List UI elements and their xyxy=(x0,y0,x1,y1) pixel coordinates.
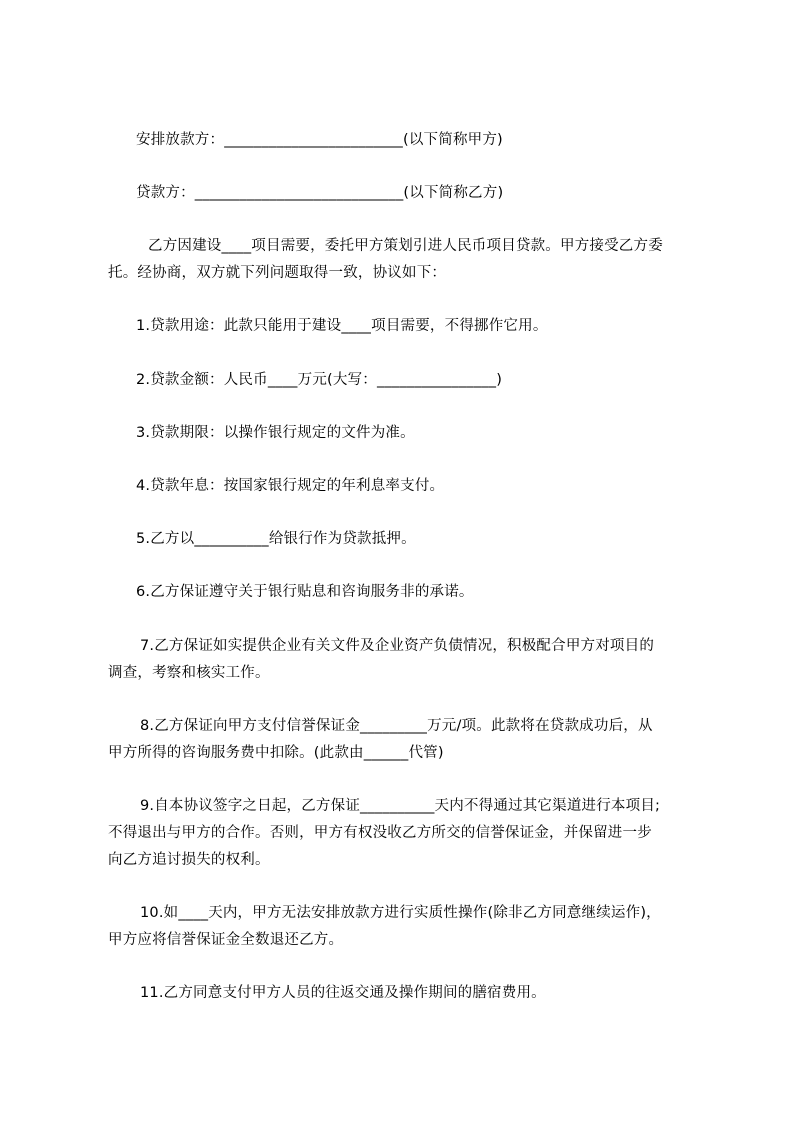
clause-7-line-1: 7.乙方保证如实提供企业有关文件及企业资产负债情况，积极配合甲方对项目的 xyxy=(140,638,655,654)
clause-1: 1.贷款用途：此款只能用于建设____项目需要，不得挪作它用。 xyxy=(136,318,548,334)
clause-5: 5.乙方以__________给银行作为贷款抵押。 xyxy=(136,531,416,547)
clause-10-line-1: 10.如____天内，甲方无法安排放款方进行实质性操作(除非乙方同意继续运作)， xyxy=(140,905,661,921)
party-a-line: 安排放款方：________________________(以下简称甲方) xyxy=(136,132,503,148)
clause-10-line-2: 甲方应将信誉保证金全数退还乙方。 xyxy=(108,932,344,948)
intro-line-2: 托。经协商，双方就下列问题取得一致，协议如下： xyxy=(108,265,447,281)
clause-7-line-2: 调查，考察和核实工作。 xyxy=(108,665,270,681)
intro-line-1: 乙方因建设____项目需要，委托甲方策划引进人民币项目贷款。甲方接受乙方委 xyxy=(148,238,663,254)
clause-9-line-1: 9.自本协议签字之日起，乙方保证__________天内不得通过其它渠道进行本项目; xyxy=(140,798,661,814)
clause-9-line-2: 不得退出与甲方的合作。否则，甲方有权没收乙方所交的信誉保证金，并保留进一步 xyxy=(108,825,652,841)
clause-6: 6.乙方保证遵守关于银行贴息和咨询服务非的承诺。 xyxy=(136,584,474,600)
clause-11: 11.乙方同意支付甲方人员的往返交通及操作期间的膳宿费用。 xyxy=(140,985,546,1001)
clause-2: 2.贷款金额：人民币____万元(大写：________________) xyxy=(136,372,503,388)
clause-8-line-1: 8.乙方保证向甲方支付信誉保证金_________万元/项。此款将在贷款成功后，从 xyxy=(140,718,653,734)
clause-9-line-3: 向乙方追讨损失的权利。 xyxy=(108,852,270,868)
clause-3: 3.贷款期限：以操作银行规定的文件为准。 xyxy=(136,425,415,441)
clause-8-line-2: 甲方所得的咨询服务费中扣除。(此款由______代管) xyxy=(108,745,444,761)
clause-4: 4.贷款年息：按国家银行规定的年利息率支付。 xyxy=(136,478,445,494)
party-b-line: 贷款方：____________________________(以下简称乙方) xyxy=(136,185,504,201)
